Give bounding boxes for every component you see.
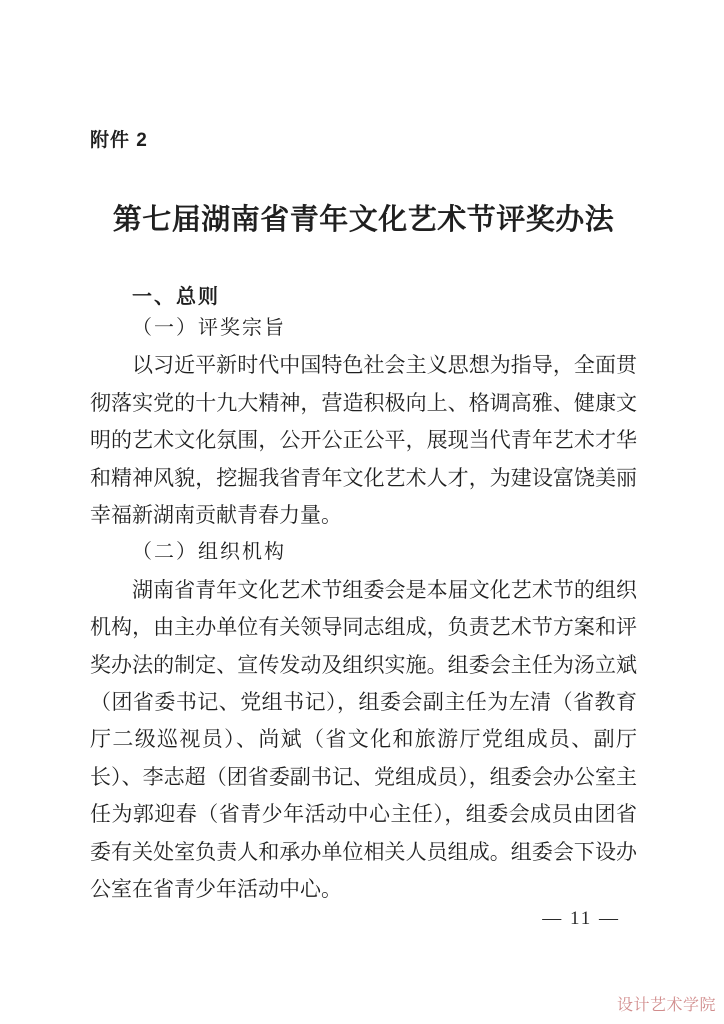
subsection-award-purpose: [90, 310, 637, 534]
body-paragraph: 以习近平新时代中国特色社会主义思想为指导，全面贯彻落实党的十九大精神，营造积极向上、格调高雅、健康文明的艺术文化氛围，公开公正公平，展现当代青年艺术才华和精神风貌，挖掘我省青年文化艺术人才，为建设富饶美丽幸福新湖南贡献青春力量。: [90, 353, 637, 528]
section-heading-general-provisions: 一、总则: [132, 286, 220, 308]
watermark-label: 设计艺术学院: [616, 997, 716, 1014]
subsection-heading-award-purpose: （一）评奖宗旨: [132, 317, 286, 339]
body-paragraph: 湖南省青年文化艺术节组委会是本届文化艺术节的组织机构，由主办单位有关领导同志组成，负责艺术节方案和评奖办法的制定、宣传发动及组织实施。组委会主任为汤立斌（团省委书记、党组书记），组委会副主任为左清（省教育厅二级巡视员）、尚斌（省文化和旅游厅党组成员、副厅长）、李志超（团省委副书记、党组成员），组委会办公室主任为郭迎春（省青少年活动中心主任），组委会成员由团省委有关处室负责人和承办单位相关人员组成。组委会下设办公室在省青少年活动中心。: [90, 577, 637, 902]
attachment-label: 附件 2: [90, 130, 148, 151]
document-title: 第七届湖南省青年文化艺术节评奖办法: [112, 204, 615, 236]
document-content: [90, 130, 637, 909]
subsection-heading-organization: （二）组织机构: [132, 541, 286, 564]
page-number: — 11 —: [542, 908, 620, 929]
subsection-organization: [90, 534, 637, 908]
